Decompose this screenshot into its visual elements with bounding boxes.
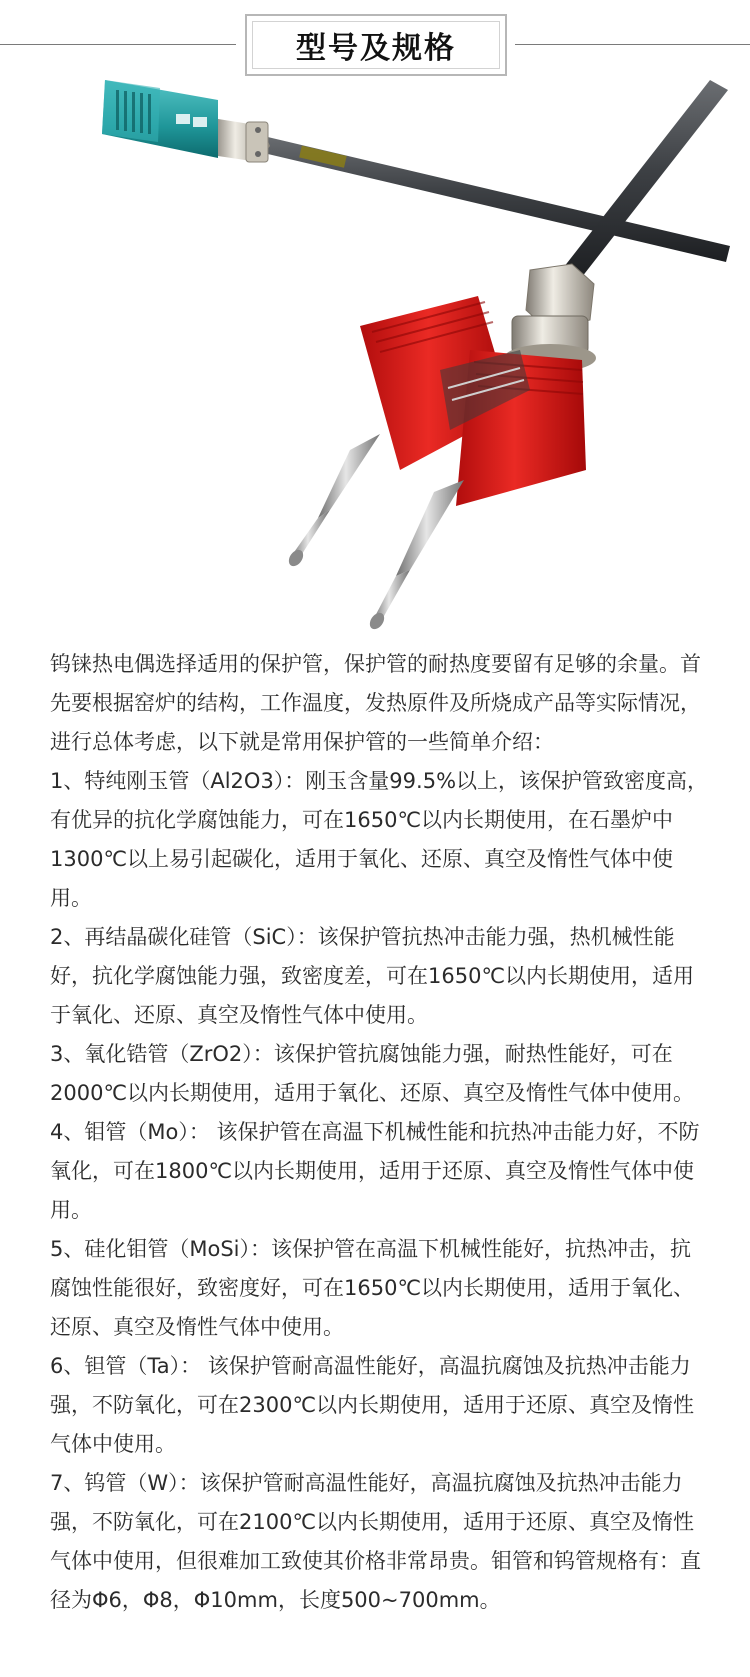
red-connector-rod <box>504 80 728 372</box>
connector-pin-right <box>367 480 464 632</box>
header-rule-right <box>515 44 750 45</box>
list-item: 2、再结晶碳化硅管（SiC）：该保护管抗热冲击能力强，热机械性能好，抗化学腐蚀能力强，致密度差，可在1650℃以内长期使用，适用于氧化、还原、真空及惰性气体中使用。 <box>50 925 695 1027</box>
list-item: 3、氧化锆管（ZrO2）：该保护管抗腐蚀能力强，耐热性能好，可在2000℃以内长期使用，适用于氧化、还原、真空及惰性气体中使用。 <box>50 1042 695 1105</box>
list-item: 1、特纯刚玉管（Al2O3）：刚玉含量99.5%以上，该保护管致密度高，有优异的抗化学腐蚀能力，可在1650℃以内长期使用，在石墨炉中1300℃以上易引起碳化，适用于氧化、还原、真空及惰性气体中使用。 <box>50 769 709 910</box>
description-text <box>50 645 710 1620</box>
list-item: 7、钨管（W）：该保护管耐高温性能好，高温抗腐蚀及抗热冲击能力强，不防氧化，可在2100℃以内长期使用，适用于还原、真空及惰性气体中使用，但很难加工致使其价格非常昂贵。钼管和钨管规格有：直径为Φ6，Φ8，Φ10mm，长度500~700mm。 <box>50 1471 701 1612</box>
header-rule-left <box>0 44 236 45</box>
intro-paragraph: 钨铼热电偶选择适用的保护管，保护管的耐热度要留有足够的余量。首先要根据窑炉的结构，工作温度，发热原件及所烧成产品等实际情况，进行总体考虑，以下就是常用保护管的一些简单介绍： <box>50 652 701 754</box>
list-item: 4、钼管（Mo）： 该保护管在高温下机械性能和抗热冲击能力好，不防氧化，可在1800℃以内长期使用，适用于还原、真空及惰性气体中使用。 <box>50 1120 700 1222</box>
page-title: 型号及规格 <box>252 21 500 69</box>
title-frame <box>245 14 507 76</box>
teal-connector-rod <box>102 80 730 262</box>
list-item: 5、硅化钼管（MoSi）：该保护管在高温下机械性能好，抗热冲击，抗腐蚀性能很好，致密度好，可在1650℃以内长期使用，适用于氧化、还原、真空及惰性气体中使用。 <box>50 1237 695 1339</box>
thermocouple-photo <box>0 70 750 640</box>
list-item: 6、钽管（Ta）： 该保护管耐高温性能好，高温抗腐蚀及抗热冲击能力强，不防氧化，可在2300℃以内长期使用，适用于还原、真空及惰性气体中使用。 <box>50 1354 695 1456</box>
connector-pin-left <box>286 434 380 569</box>
